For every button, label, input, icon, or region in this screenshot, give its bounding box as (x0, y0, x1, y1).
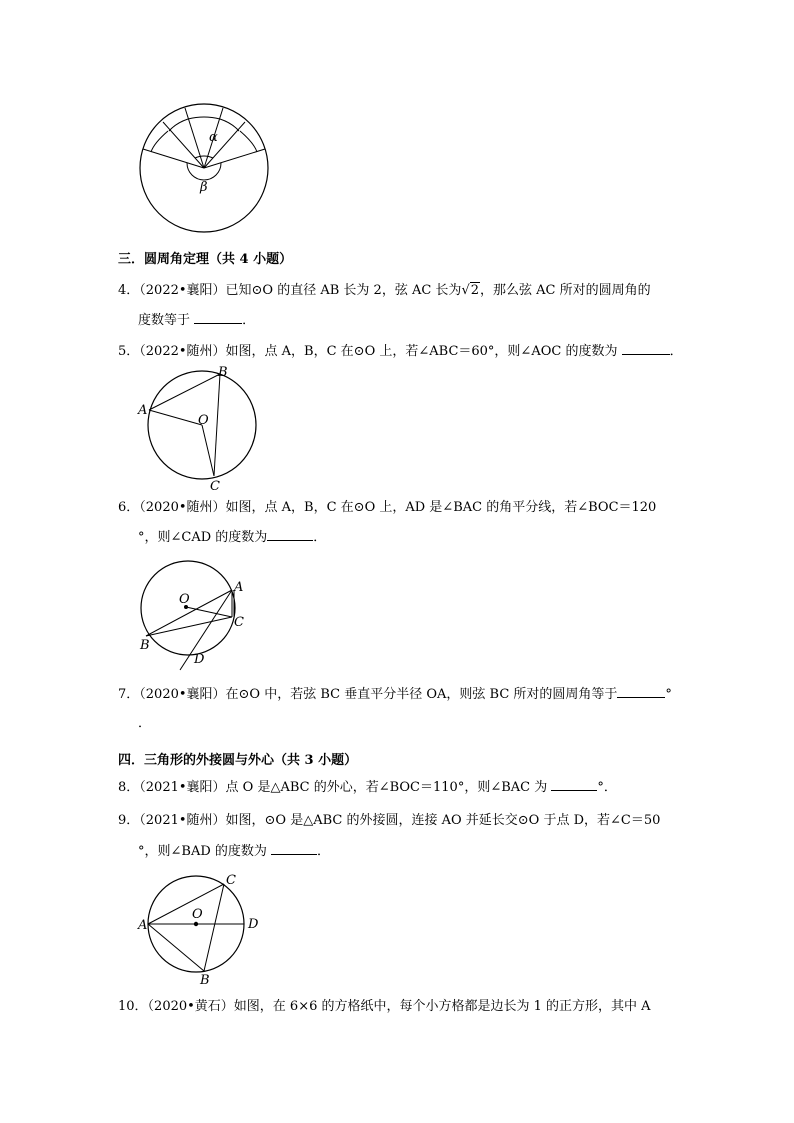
q9-label-d: D (248, 917, 259, 932)
q4-line1 (118, 282, 651, 300)
q9-answer-blank[interactable] (271, 842, 317, 855)
q6-circle (141, 561, 235, 655)
q5-answer-blank[interactable] (622, 342, 670, 355)
q5-label-c: C (210, 479, 220, 494)
q9-text: （2021•随州）如图，⊙O 是△ABC 的外接圆，连接 AO 并延长交⊙O 于点 D，若∠C＝50 (139, 813, 661, 828)
fan-circle-figure (138, 105, 273, 235)
q6-label-c: C (234, 615, 244, 630)
q5-number: 5． (118, 344, 140, 359)
q9-center-dot (194, 922, 198, 926)
q6-answer-blank[interactable] (267, 528, 313, 541)
sqrt-symbol: √ (461, 283, 470, 298)
sqrt-value: 2 (470, 283, 480, 298)
q6-text: （2020•随州）如图，点 A，B，C 在⊙O 上，AD 是∠BAC 的角平分线，若∠BOC＝120 (139, 500, 657, 515)
q9-label-c: C (226, 873, 236, 888)
q8-answer-blank[interactable] (551, 778, 597, 791)
q4-line2 (138, 311, 255, 330)
q7-answer-blank[interactable] (617, 685, 665, 698)
q6-number: 6． (118, 500, 140, 515)
q4-end: ． (242, 313, 256, 328)
q9-line2 (138, 842, 330, 861)
q10-text: （2020•黄石）如图，在 6×6 的方格纸中，每个小方格都是边长为 1 的正方形，其中 A (147, 999, 651, 1014)
q10-line1 (118, 998, 651, 1016)
q7-end: ° (665, 687, 672, 702)
q5-text: （2022•随州）如图，点 A，B，C 在⊙O 上，若∠ABC＝60°，则∠AOC 的度数为 (139, 344, 618, 359)
q4-text-a: （2022•襄阳）已知⊙O 的直径 AB 长为 2，弦 AC 长为 (139, 283, 462, 298)
q5-end: ． (669, 344, 683, 359)
q4-number: 4． (118, 283, 140, 298)
q9-label-a: A (138, 918, 148, 933)
q8-number: 8． (118, 780, 140, 795)
q9-number: 9． (118, 813, 140, 828)
q8-line1 (118, 778, 617, 797)
q4-line2-text: 度数等于 (138, 313, 191, 328)
q9-line1 (118, 812, 660, 830)
q10-number: 10． (118, 999, 148, 1014)
section4-heading: 四．三角形的外接圆与外心（共 3 小题） (118, 753, 358, 768)
q7-line2 (138, 715, 151, 733)
q5-label-a: A (138, 403, 148, 418)
q8-text: （2021•襄阳）点 O 是△ABC 的外心，若∠BOC＝110°，则∠BAC 为 (139, 780, 548, 795)
q7-text: （2020•襄阳）在⊙O 中，若弦 BC 垂直平分半径 OA，则弦 BC 所对的圆周角等于 (139, 687, 618, 702)
q6-label-a: A (234, 580, 244, 595)
q7-number: 7． (118, 687, 140, 702)
q4-sqrt (461, 282, 480, 300)
q9-label-o: O (192, 907, 203, 922)
q6-line1 (118, 499, 656, 517)
q9-label-b: B (200, 973, 210, 988)
q9-end: ． (317, 844, 331, 859)
q6-line2 (138, 528, 326, 547)
q5-line1 (118, 342, 683, 361)
q6-label-d: D (194, 652, 205, 667)
q4-text-b: ，那么弦 AC 所对的圆周角的 (480, 283, 651, 298)
beta-label: β (200, 180, 208, 195)
section3-heading: 三．圆周角定理（共 4 小题） (118, 252, 293, 267)
q6-label-b: B (140, 638, 150, 653)
q9-line2-text: °，则∠BAD 的度数为 (138, 844, 267, 859)
q9-figure (138, 870, 268, 988)
q8-end: °． (597, 780, 617, 795)
alpha-label: α (209, 130, 218, 145)
q7-line1 (118, 685, 672, 704)
q5-figure (136, 362, 266, 494)
q6-line2-text: °，则∠CAD 的度数为 (138, 530, 268, 545)
q5-label-b: B (218, 365, 228, 380)
q7-line2-text: ． (138, 716, 152, 731)
q5-label-o: O (198, 413, 209, 428)
q4-answer-blank[interactable] (194, 311, 242, 324)
q6-label-o: O (179, 592, 190, 607)
q6-end: ． (313, 530, 327, 545)
q6-figure (134, 566, 264, 678)
